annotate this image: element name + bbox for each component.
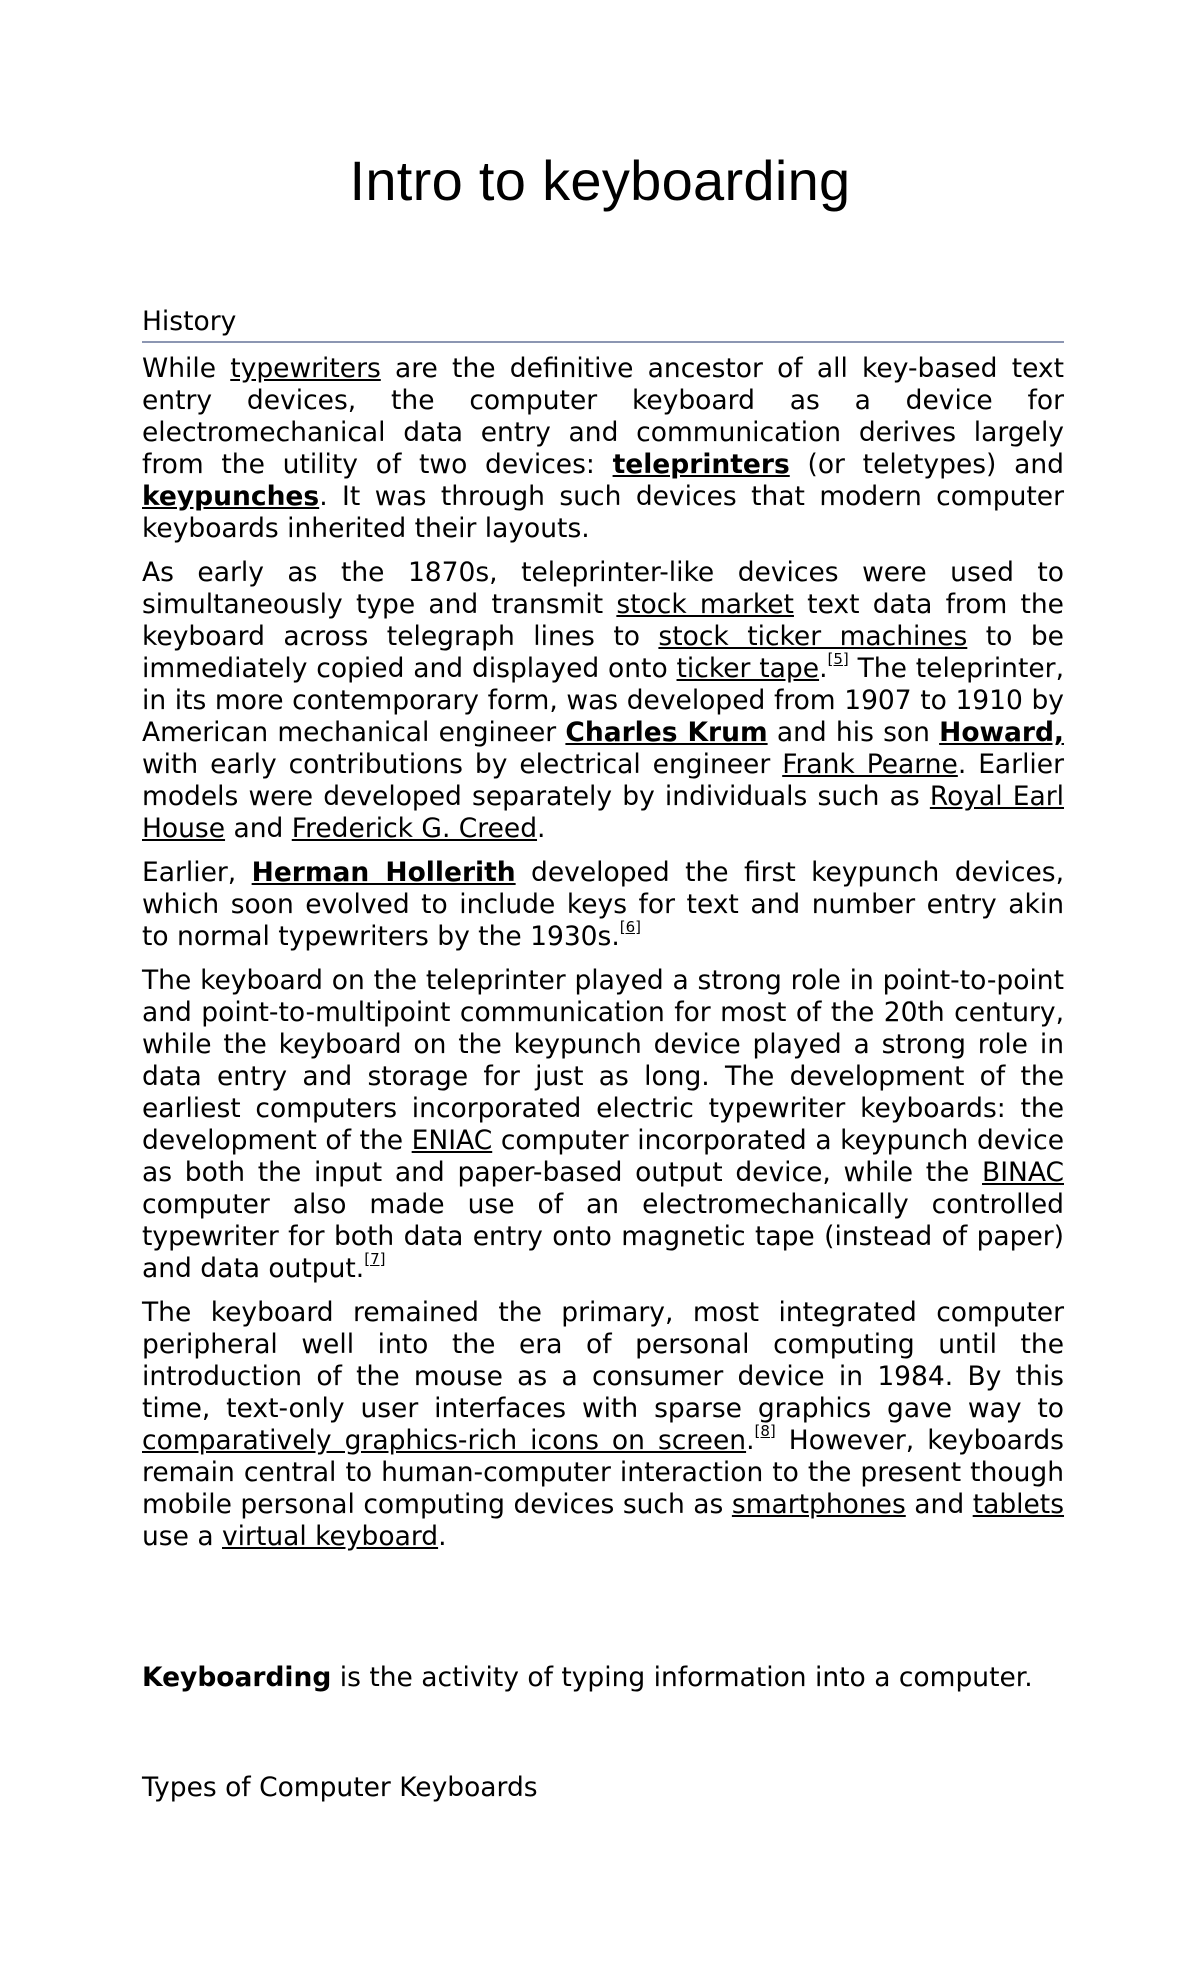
link-stock-market[interactable]: stock market [616, 589, 794, 620]
citation-5[interactable]: [5] [827, 650, 849, 668]
link-tablets[interactable]: tablets [972, 1489, 1065, 1520]
citation-8[interactable]: [8] [754, 1422, 776, 1440]
text-span: use a [142, 1521, 222, 1552]
link-eniac[interactable]: ENIAC [411, 1125, 493, 1156]
history-paragraph-5 [142, 1297, 1064, 1553]
citation-6[interactable]: [6] [619, 918, 642, 936]
link-teleprinters[interactable]: teleprinters [612, 449, 790, 480]
text-span: The keyboard remained the primary, most integrated computer peripheral well into the era of personal computing until the introduction of the mouse as a consumer device in 1984. By this time, text-only user interfaces with sparse graphics gave way to [142, 1297, 1064, 1424]
text-span: The keyboard on the teleprinter played a strong role in point-to-point and point-to-multipoint communication for most of the 20th century, while the keyboard on the keypunch device played a strong role in data entry and storage for just as long. The development of the earliest computers incorporated electric typewriter keyboards: the development of the [142, 965, 1064, 1156]
link-frank-pearne[interactable]: Frank Pearne [782, 749, 958, 780]
document-body [142, 304, 1064, 1804]
document-title: Intro to keyboarding [349, 149, 851, 212]
link-ticker-tape[interactable]: ticker tape [676, 653, 820, 684]
text-span: . [438, 1521, 447, 1552]
link-charles-krum[interactable]: Charles Krum [565, 717, 768, 748]
link-howard[interactable]: Howard, [939, 717, 1064, 748]
text-span: and [225, 813, 292, 844]
text-span: As early as the 1870s, teleprinter-like devices were used to simultaneously type and transmit [142, 557, 1064, 620]
text-span: . Earlier models were developed separately by individuals such as [142, 749, 1064, 812]
link-virtual-keyboard[interactable]: virtual keyboard [222, 1521, 439, 1552]
text-span: computer incorporated a keypunch device as both the input and paper-based output device, while the [142, 1125, 1064, 1188]
history-heading: History [142, 304, 1064, 343]
text-span: . [819, 653, 828, 684]
text-span: Earlier, [142, 857, 252, 888]
keyboarding-definition [142, 1659, 1064, 1696]
types-heading: Types of Computer Keyboards [142, 1772, 538, 1803]
text-span: and his son [767, 717, 940, 748]
text-span: The teleprinter, in its more contemporary form, was developed from 1907 to 1910 by American mechanical engineer [142, 653, 1064, 748]
text-span: . It was through such devices that modern computer keyboards inherited their layouts. [142, 481, 1064, 544]
history-paragraph-4 [142, 965, 1064, 1285]
citation-7[interactable]: [7] [364, 1250, 386, 1268]
text-span: are the definitive ancestor of all key-based text entry devices, the computer keyboard as a device for electromechanical data entry and communication derives largely from the utility of two devices: [142, 353, 1065, 480]
text-span: . [537, 813, 546, 844]
keyboarding-term: Keyboarding [142, 1662, 332, 1693]
history-paragraph-2 [142, 557, 1064, 845]
link-stock-ticker-machines[interactable]: stock ticker machines [658, 621, 968, 652]
link-graphics-rich-icons[interactable]: comparatively graphics-rich icons on screen [142, 1425, 747, 1456]
text-span: to be immediately copied and displayed onto [142, 621, 1064, 684]
history-paragraph-1 [142, 353, 1064, 545]
link-binac[interactable]: BINAC [982, 1157, 1064, 1188]
link-smartphones[interactable]: smartphones [731, 1489, 906, 1520]
link-royal-earl-house[interactable]: Royal Earl House [142, 781, 1064, 844]
link-herman-hollerith[interactable]: Herman Hollerith [251, 857, 516, 888]
text-span: However, keyboards remain central to human-computer interaction to the present though mobile personal computing devices such as [142, 1425, 1064, 1520]
text-span: (or teletypes) and [789, 449, 1064, 480]
definition-text: is the activity of typing information into a computer. [331, 1662, 1033, 1693]
text-span: with early contributions by electrical engineer [142, 749, 783, 780]
text-span: While [142, 353, 231, 384]
text-span: and [905, 1489, 973, 1520]
history-paragraph-3 [142, 857, 1064, 953]
link-keypunches[interactable]: keypunches [142, 481, 320, 512]
text-span: text data from the keyboard across telegraph lines to [142, 589, 1064, 652]
link-frederick-creed[interactable]: Frederick G. Creed [291, 813, 538, 844]
text-span: developed the first keypunch devices, which soon evolved to include keys for text and number entry akin to normal typewriters by the 1930s. [142, 857, 1064, 952]
link-typewriters[interactable]: typewriters [230, 353, 381, 384]
text-span: computer also made use of an electromechanically controlled typewriter for both data entry onto magnetic tape (instead of paper) and data output. [142, 1189, 1064, 1284]
text-span: . [746, 1425, 755, 1456]
